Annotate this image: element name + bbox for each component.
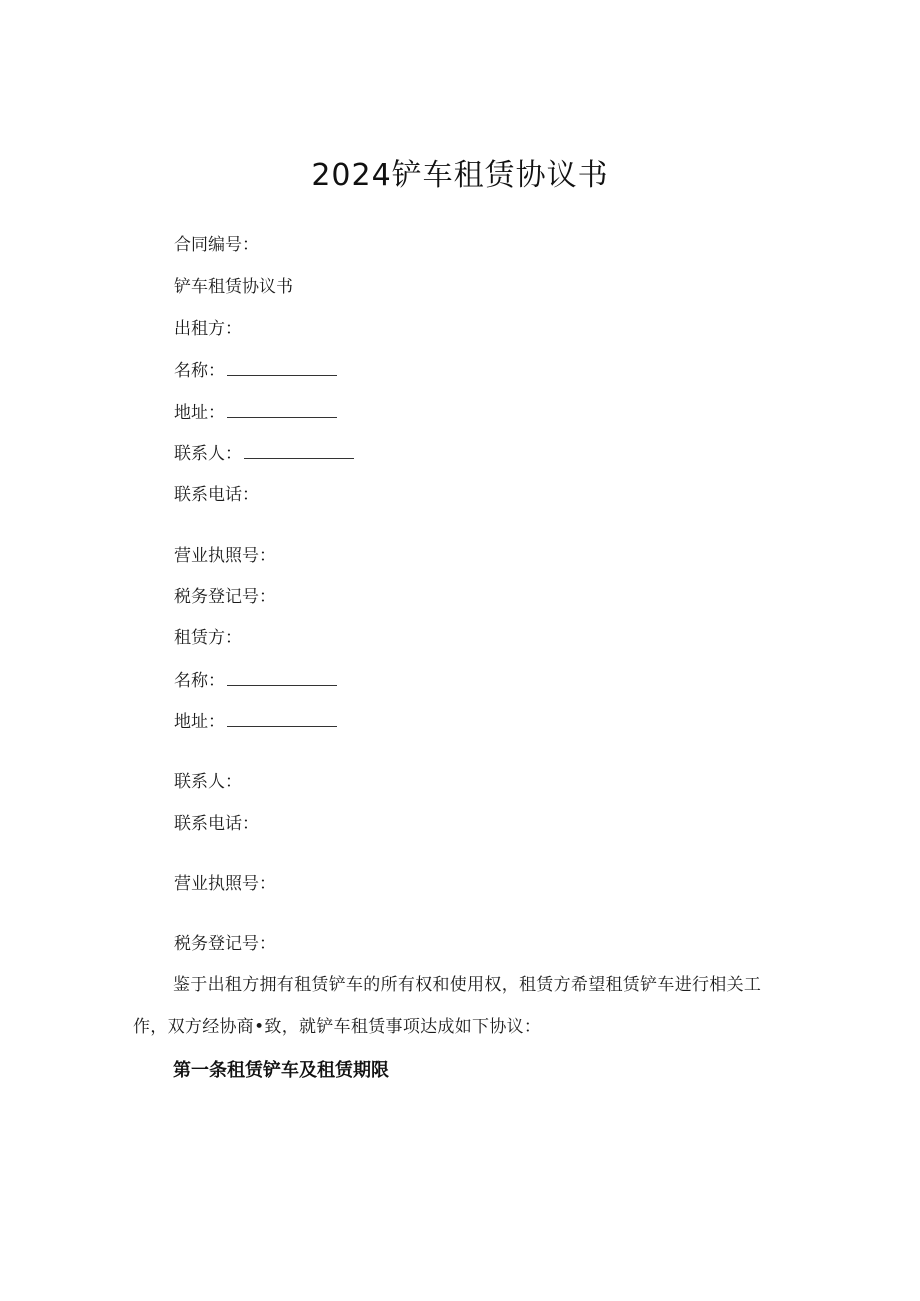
agreement-subtitle: 铲车租赁协议书: [174, 277, 293, 297]
lessor-contact-label: 联系人：: [174, 444, 242, 464]
lessee-contact-label: 联系人：: [174, 772, 242, 792]
lessee-license-label: 营业执照号：: [174, 874, 276, 894]
lessor-name-row: [174, 359, 337, 382]
lessor-name-label: 名称：: [174, 361, 225, 381]
lessor-tax-label: 税务登记号：: [174, 587, 276, 607]
article-1-heading: 第一条租赁铲车及租赁期限: [173, 1060, 389, 1081]
lessee-tax-label: 税务登记号：: [174, 934, 276, 954]
lessor-license-label: 营业执照号：: [174, 546, 276, 566]
lessor-name-blank: [227, 359, 337, 376]
lessee-name-label: 名称：: [174, 671, 225, 691]
lessor-contact-row: [174, 442, 354, 465]
lessee-name-row: [174, 669, 337, 692]
document-title: 2024铲车租赁协议书: [311, 158, 609, 193]
lessee-phone-label: 联系电话：: [174, 814, 259, 834]
contract-number-label: 合同编号：: [174, 235, 259, 255]
lessor-contact-blank: [244, 442, 354, 459]
lessee-name-blank: [227, 669, 337, 686]
lessor-phone-label: 联系电话：: [174, 485, 259, 505]
lessor-address-blank: [227, 401, 337, 418]
lessor-address-row: [174, 401, 337, 424]
lessee-heading: 租赁方：: [174, 628, 242, 648]
lessee-address-row: [174, 710, 337, 733]
lessee-address-blank: [227, 710, 337, 727]
preamble-paragraph: 鉴于出租方拥有租赁铲车的所有权和使用权，租赁方希望租赁铲车进行相关工作，双方经协商•致，就铲车租赁事项达成如下协议：: [133, 975, 762, 1037]
lessor-heading: 出租方：: [174, 319, 242, 339]
lessee-address-label: 地址：: [174, 712, 225, 732]
lessor-address-label: 地址：: [174, 403, 225, 423]
